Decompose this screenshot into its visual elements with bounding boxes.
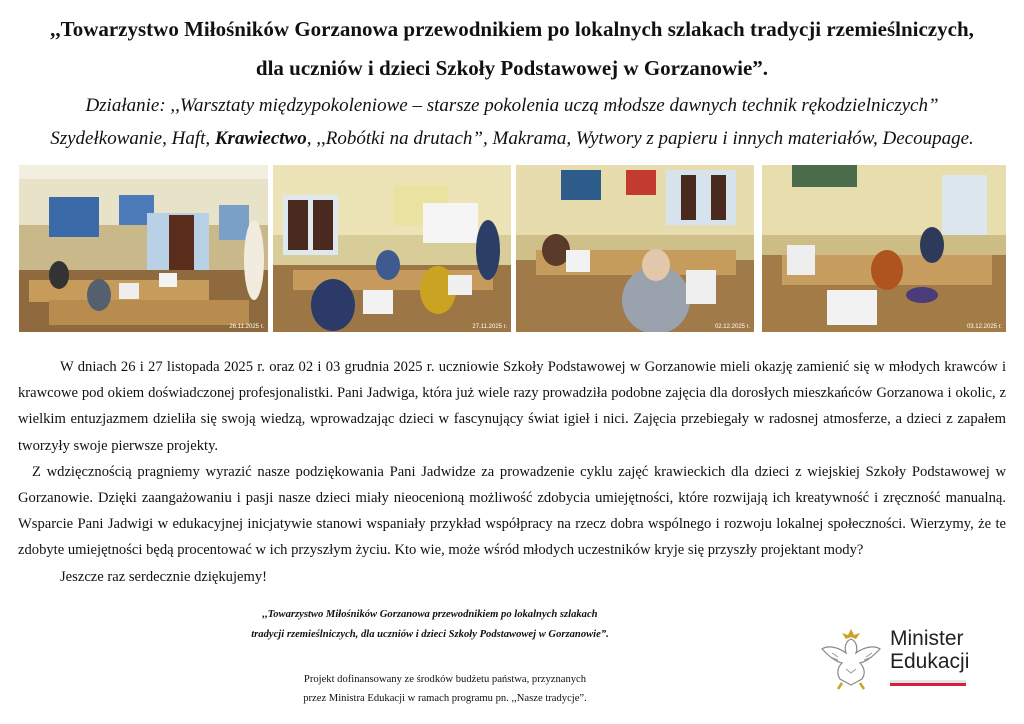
workshop-photo-4 [762, 165, 1006, 332]
crafts-post: , ,,Robótki na drutach”, Makrama, Wytwory z papieru i innych materiałów, Decoupage. [306, 128, 974, 149]
funding-note [200, 670, 690, 708]
body-text [18, 354, 1006, 590]
photo-date-1: 26.11.2025 r. [229, 324, 264, 330]
eagle-emblem-icon [818, 625, 884, 691]
crafts-bold: Krawiectwo [214, 128, 307, 149]
workshop-photo-1 [19, 165, 268, 332]
project-line-2: tradycji rzemieślniczych, dla uczniów i dzieci Szkoły Podstawowej w Gorzanowie”. [251, 629, 609, 640]
crafts-pre: Szydełkowanie, Haft, [50, 128, 215, 149]
ministry-name [890, 627, 969, 673]
funding-line-2: przez Ministra Edukacji w ramach programu pn. ,,Nasze tradycje”. [303, 693, 587, 704]
photo-date-2: 27.11.2025 r. [472, 324, 507, 330]
action-line: Działanie: ,,Warsztaty międzypokoleniowe – starsze pokolenia uczą młodsze dawnych technik rękodzielniczych” [85, 95, 939, 116]
crafts-line [0, 123, 1024, 155]
title-line-1: ,,Towarzystwo Miłośników Gorzanowa przewodnikiem po lokalnych szlakach tradycji rzemieślniczych, [50, 17, 974, 41]
paragraph-1: W dniach 26 i 27 listopada 2025 r. oraz 02 i 03 grudnia 2025 r. uczniowie Szkoły Podstawowej w Gorzanowie mieli okazję zamienić się w młodych krawców i krawcowe pod okiem doświadczonej profesjonalistki. Pani Jadwiga, która już wiele razy prowadziła podobne zajęcia dla dorosłych mieszkańców Gorzanowa i okolic, z wielkim entuzjazmem dzieliła się swoją wiedzą, wprowadzając dzieci w fascynujący świat igieł i nici. Zajęcia przebiegały w radosnej atmosferze, a dzieci z zapałem tworzyły swoje pierwsze projekty. [18, 359, 1006, 454]
workshop-photo-2 [273, 165, 511, 332]
paragraph-3: Jeszcze raz serdecznie dziękujemy! [60, 568, 268, 585]
photo-date-4: 03.12.2025 r. [966, 324, 1002, 330]
workshop-photo-3 [516, 165, 754, 332]
project-title-footer [200, 605, 660, 645]
project-line-1: ,,Towarzystwo Miłośników Gorzanowa przewodnikiem po lokalnych szlakach [262, 609, 598, 620]
title-line-2: dla uczniów i dzieci Szkoły Podstawowej w Gorzanowie”. [255, 56, 769, 80]
photo-date-3: 02.12.2025 r. [714, 324, 750, 330]
ministry-line-2: Edukacji [890, 650, 970, 673]
flag-stripe-red [890, 683, 966, 686]
ministry-line-1: Minister [890, 627, 964, 650]
funding-line-1: Projekt dofinansowany ze środków budżetu państwa, przyznanych [303, 674, 587, 685]
paragraph-2: Z wdzięcznością pragniemy wyrazić nasze podziękowania Pani Jadwidze za prowadzenie cyklu zajęć krawieckich dla dzieci z wiejskiej Szkoły Podstawowej w Gorzanowie. Dzięki zaangażowaniu i pasji nasze dzieci miały nieocenioną możliwość zdobycia umiejętności, które rozwijają ich kreatywność i zręczność manualną. Wsparcie Pani Jadwigi w edukacyjnej inicjatywie stanowi wspaniały przykład współpracy na rzecz dobra wspólnego i rozwoju lokalnej społeczności. Wierzymy, że te zdobyte umiejętności będą procentować w ich przyszłym życiu. Kto wie, może wśród młodych uczestników kryje się przyszły projektant mody? [18, 463, 1006, 559]
minister-edukacji-logo [818, 625, 978, 691]
